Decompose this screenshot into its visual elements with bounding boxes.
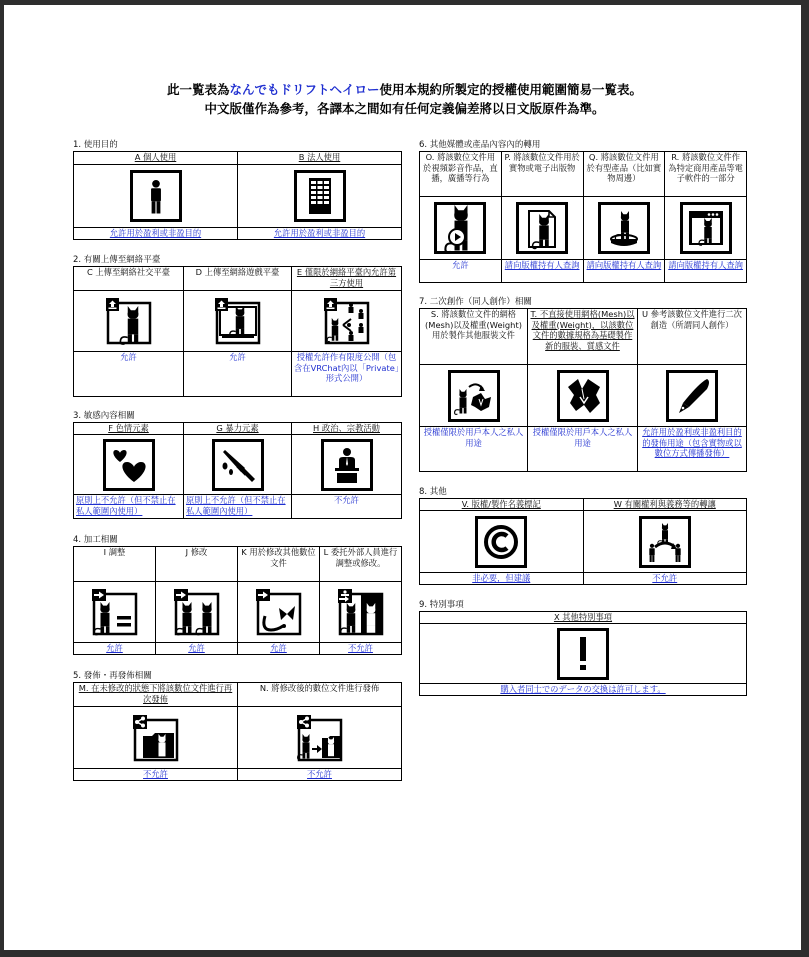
section-label: 1. 使用目的 <box>73 140 118 150</box>
podium-icon <box>321 439 373 491</box>
outsource-icon <box>335 586 387 638</box>
header-physical-goods: Q. 將該數位文件用於有型產品（比如實物周邊） <box>583 152 665 197</box>
publication-icon <box>516 202 568 254</box>
result-personal-use: 允許用於盈利或非盈目的 <box>74 228 238 240</box>
header-political-religious: H 政治、宗教活動 <box>292 423 402 435</box>
upload-game-icon <box>212 295 264 347</box>
result-fan-work: 允許用於盈利或非盈利目的的發佈用途（包含實物或以數位方式傳播發佈） <box>638 427 747 472</box>
header-corporate-use: B 法人使用 <box>238 152 402 165</box>
result-software: 請向版權持有人查詢 <box>665 260 747 283</box>
section-label: 6. 其他媒體或產品內容內的轉用 <box>419 140 541 150</box>
page-title <box>0 80 809 118</box>
result-third-party: 授權允許作有限度公開（包含在VRChat內以「Private」形式公開） <box>292 352 402 397</box>
result-redistribute: 不允許 <box>74 769 238 781</box>
section-special-notes <box>419 600 747 696</box>
knife-icon <box>212 439 264 491</box>
result-publication: 請向版權持有人查詢 <box>501 260 583 283</box>
result-sexual: 原則上不允許（但不禁止在私人範圍內使用） <box>74 495 184 519</box>
section-label: 2. 有關上傳至網絡平臺 <box>73 255 161 265</box>
license-table <box>73 422 402 519</box>
section-modification <box>73 535 402 655</box>
product-name-link[interactable]: なんでもドリフトヘイロー <box>229 82 380 97</box>
header-new-texture: T. 不直接使用網格(Mesh)以及權重(Weight)，以該數位文件的數據規格為基礎製作新的服裝、質感文件 <box>528 309 638 365</box>
section-other <box>419 487 747 585</box>
header-upload-game: D 上傳至網絡遊戲平臺 <box>184 267 292 291</box>
header-third-party: E 僅限於網絡平臺內允許第三方使用 <box>292 267 402 291</box>
result-outsource: 不允許 <box>320 643 402 655</box>
license-table <box>73 266 402 397</box>
title-suffix: 使用本規約所製定的授權使用範圍簡易一覧表。 <box>379 82 643 97</box>
section-label: 8. 其他 <box>419 487 447 497</box>
cloth-icon <box>557 370 609 422</box>
header-software: R. 將該數位文件作為特定商用產品等電子軟件的一部分 <box>665 152 747 197</box>
section-distribution <box>73 671 402 781</box>
section-upload-platforms <box>73 255 402 397</box>
header-adjust: I 調整 <box>74 547 156 582</box>
license-table <box>419 611 747 696</box>
modify-icon <box>171 586 223 638</box>
header-rights-transfer: W 有關權利與義務等的轉讓 <box>583 499 747 511</box>
header-modify: J 修改 <box>156 547 238 582</box>
share-third-party-icon <box>321 295 373 347</box>
header-mesh-reuse: S. 將該數位文件的網格(Mesh)以及權重(Weight)用於製作其他服裝文件 <box>420 309 528 365</box>
result-adjust: 允許 <box>74 643 156 655</box>
building-icon <box>294 170 346 222</box>
result-political-religious: 不允許 <box>292 495 402 519</box>
header-special-notes: X 其他特別事項 <box>420 612 747 624</box>
result-rights-transfer: 不允許 <box>583 573 747 585</box>
pen-icon <box>666 370 718 422</box>
hearts-icon <box>103 439 155 491</box>
license-table <box>73 682 402 781</box>
figure-icon <box>598 202 650 254</box>
result-use-parts: 允許 <box>238 643 320 655</box>
section-label: 7. 二次創作（同人創作）相關 <box>419 297 532 307</box>
mesh-reuse-icon <box>448 370 500 422</box>
header-copyright-notice: V. 版權/製作名義標記 <box>420 499 584 511</box>
header-sexual: F 色情元素 <box>74 423 184 435</box>
header-redistribute: M. 在未修改的狀態下將該數位文件進行再次發佈 <box>74 683 238 707</box>
header-outsource: L 委托外部人員進行調整或修改。 <box>320 547 402 582</box>
header-video: O. 將該數位文件用於視頻影音作品，直播，廣播等行為 <box>420 152 502 197</box>
result-video: 允許 <box>420 260 502 283</box>
result-upload-sns: 允許 <box>74 352 184 397</box>
license-table <box>419 308 747 472</box>
header-distribute-modified: N. 將修改後的數位文件進行發佈 <box>238 683 402 707</box>
section-label: 3. 敏感內容相關 <box>73 411 135 421</box>
result-modify: 允許 <box>156 643 238 655</box>
section-label: 5. 發佈・再發佈相關 <box>73 671 152 681</box>
section-label: 9. 特別事項 <box>419 600 464 610</box>
person-icon <box>130 170 182 222</box>
use-parts-icon <box>253 586 305 638</box>
result-physical-goods: 請向版權持有人查詢 <box>583 260 665 283</box>
title-prefix: 此一覧表為 <box>166 82 230 97</box>
redistribute-icon <box>130 712 182 764</box>
result-special-notes: 購入者同士でのデータの交換は許可します。 <box>420 684 747 696</box>
license-table <box>419 151 747 283</box>
header-publication: P. 將該數位文件用於實物或電子出版物 <box>501 152 583 197</box>
result-distribute-modified: 不允許 <box>238 769 402 781</box>
section-derivative-works <box>419 297 747 472</box>
license-table <box>73 546 402 655</box>
header-upload-sns: C 上傳至網絡社交平臺 <box>74 267 184 291</box>
section-other-media <box>419 140 747 283</box>
copyright-icon <box>475 516 527 568</box>
license-table <box>73 151 402 240</box>
result-new-texture: 授權僅限於用戶本人之私人用途 <box>528 427 638 472</box>
exclamation-icon <box>557 628 609 680</box>
section-sensitive-content <box>73 411 402 519</box>
result-copyright-notice: 非必要，但建議 <box>420 573 584 585</box>
result-corporate-use: 允許用於盈利或非盈目的 <box>238 228 402 240</box>
header-fan-work: U 參考該數位文件進行二次創造（所謂同人創作） <box>638 309 747 365</box>
header-personal-use: A 個人使用 <box>74 152 238 165</box>
adjust-icon <box>89 586 141 638</box>
result-mesh-reuse: 授權僅限於用戶本人之私人用途 <box>420 427 528 472</box>
software-icon <box>680 202 732 254</box>
section-label: 4. 加工相關 <box>73 535 118 545</box>
title-line-2: 中文版僅作為參考，各譯本之間如有任何定義偏差將以日文版原件為準。 <box>204 101 605 116</box>
distribute-modified-icon <box>294 712 346 764</box>
section-usage-purpose <box>73 140 402 240</box>
header-use-parts: K 用於修改其他數位文件 <box>238 547 320 582</box>
upload-sns-icon <box>103 295 155 347</box>
header-violence: G 暴力元素 <box>184 423 292 435</box>
result-violence: 原則上不允許（但不禁止在私人範圍內使用） <box>184 495 292 519</box>
result-upload-game: 允許 <box>184 352 292 397</box>
title-line-1 <box>0 80 809 99</box>
video-icon <box>434 202 486 254</box>
license-table <box>419 498 747 585</box>
transfer-rights-icon <box>639 516 691 568</box>
